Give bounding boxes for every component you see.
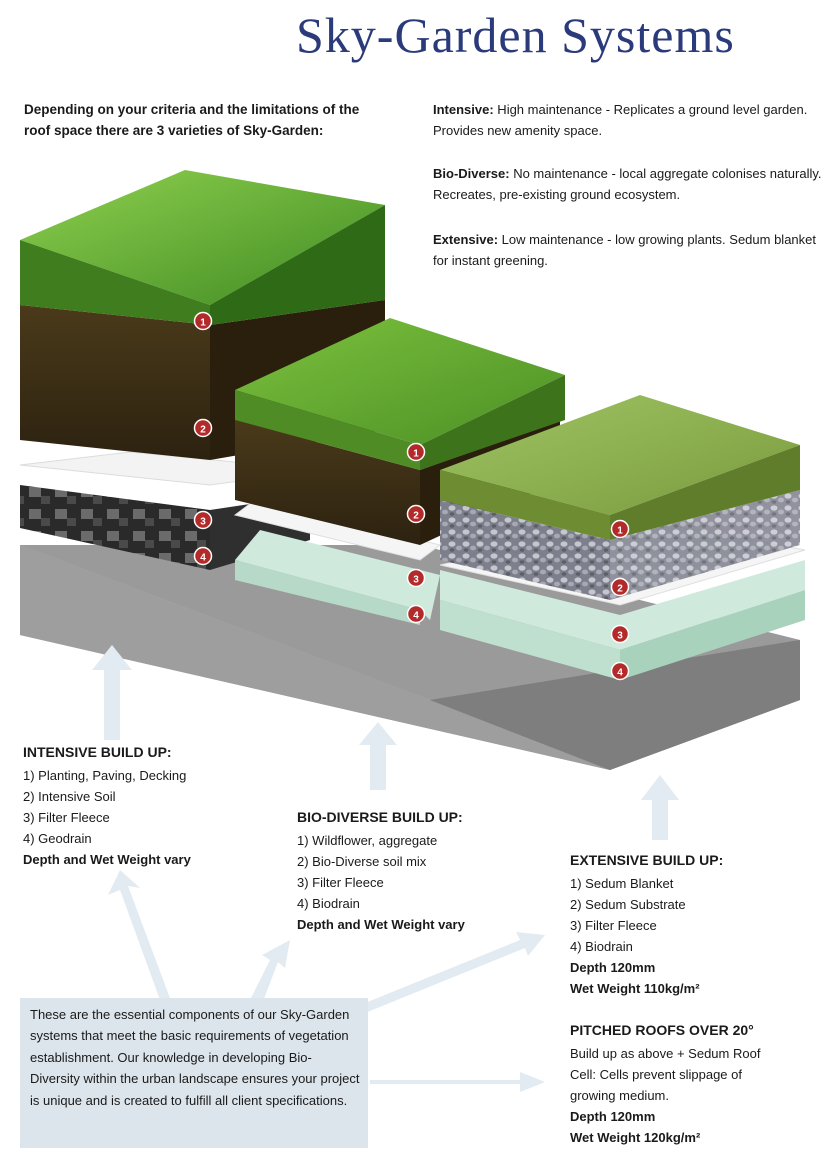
svg-text:1: 1 xyxy=(617,525,623,537)
list-item: 1) Sedum Blanket xyxy=(570,876,674,891)
badge-biodiverse-2 xyxy=(408,506,425,523)
section-heading: BIO-DIVERSE BUILD UP: xyxy=(297,809,463,825)
extensive-build-up xyxy=(570,850,820,999)
svg-text:3: 3 xyxy=(413,574,419,586)
depth: Depth 120mm xyxy=(570,1109,656,1124)
svg-text:2: 2 xyxy=(413,510,419,522)
section-heading: PITCHED ROOFS OVER 20° xyxy=(570,1022,754,1038)
list-item: 1) Wildflower, aggregate xyxy=(297,833,438,848)
wet-weight: Wet Weight 120kg/m² xyxy=(570,1130,701,1145)
definition-term: Extensive: xyxy=(433,232,499,247)
page-title: Sky-Garden Systems xyxy=(296,7,735,63)
definition-intensive xyxy=(433,99,823,141)
pitched-text: Build up as above + Sedum Roof Cell: Cells prevent slippage of growing medium. xyxy=(570,1046,761,1103)
badge-biodiverse-3 xyxy=(408,570,425,587)
svg-text:1: 1 xyxy=(413,448,419,460)
svg-text:4: 4 xyxy=(413,610,419,622)
badge-extensive-1 xyxy=(612,521,629,538)
badge-intensive-2 xyxy=(195,420,212,437)
list-item: 3) Filter Fleece xyxy=(23,810,110,825)
list-item: 2) Bio-Diverse soil mix xyxy=(297,854,427,869)
definition-term: Intensive: xyxy=(433,102,494,117)
badge-intensive-1 xyxy=(195,313,212,330)
svg-text:4: 4 xyxy=(200,552,206,564)
badge-biodiverse-1 xyxy=(408,444,425,461)
definition-biodiverse xyxy=(433,163,823,205)
depth-weight: Depth and Wet Weight vary xyxy=(297,917,465,932)
badge-extensive-3 xyxy=(612,626,629,643)
list-item: 4) Geodrain xyxy=(23,831,92,846)
svg-text:4: 4 xyxy=(617,667,623,679)
pitched-roofs xyxy=(570,1020,785,1148)
badge-biodiverse-4 xyxy=(408,606,425,623)
list-item: 3) Filter Fleece xyxy=(297,875,384,890)
biodiverse-build-up xyxy=(297,807,557,935)
svg-text:2: 2 xyxy=(617,583,623,595)
definition-extensive xyxy=(433,229,823,271)
definition-text: High maintenance - Replicates a ground level garden. Provides new amenity space. xyxy=(433,102,808,138)
list-item: 2) Sedum Substrate xyxy=(570,897,686,912)
list-item: 3) Filter Fleece xyxy=(570,918,657,933)
definition-term: Bio-Diverse: xyxy=(433,166,510,181)
intensive-build-up xyxy=(23,742,283,870)
svg-text:2: 2 xyxy=(200,424,206,436)
badge-extensive-4 xyxy=(612,663,629,680)
svg-text:3: 3 xyxy=(617,630,623,642)
footnote-text: These are the essential components of our Sky-Garden systems that meet the basic requirements of vegetation establishment. Our knowledge in developing Bio-Diversity within the urban landscape ensures your project is unique and is created to fulfill all client specifications. xyxy=(30,1007,360,1108)
list-item: 4) Biodrain xyxy=(570,939,633,954)
depth: Depth 120mm xyxy=(570,960,656,975)
badge-intensive-3 xyxy=(195,512,212,529)
badge-intensive-4 xyxy=(195,548,212,565)
section-heading: EXTENSIVE BUILD UP: xyxy=(570,852,724,868)
list-item: 1) Planting, Paving, Decking xyxy=(23,768,187,783)
definition-text: Low maintenance - low growing plants. Sedum blanket for instant greening. xyxy=(433,232,817,268)
list-item: 4) Biodrain xyxy=(297,896,360,911)
depth-weight: Depth and Wet Weight vary xyxy=(23,852,191,867)
section-heading: INTENSIVE BUILD UP: xyxy=(23,744,172,760)
wet-weight: Wet Weight 110kg/m² xyxy=(570,981,700,996)
badge-extensive-2 xyxy=(612,579,629,596)
svg-text:1: 1 xyxy=(200,317,206,329)
intro-text: Depending on your criteria and the limitations of the roof space there are 3 varieties of Sky-Garden: xyxy=(24,102,360,138)
svg-text:3: 3 xyxy=(200,516,206,528)
definition-text: No maintenance - local aggregate colonises naturally. Recreates, pre-existing ground ecosystem. xyxy=(433,166,822,202)
list-item: 2) Intensive Soil xyxy=(23,789,116,804)
